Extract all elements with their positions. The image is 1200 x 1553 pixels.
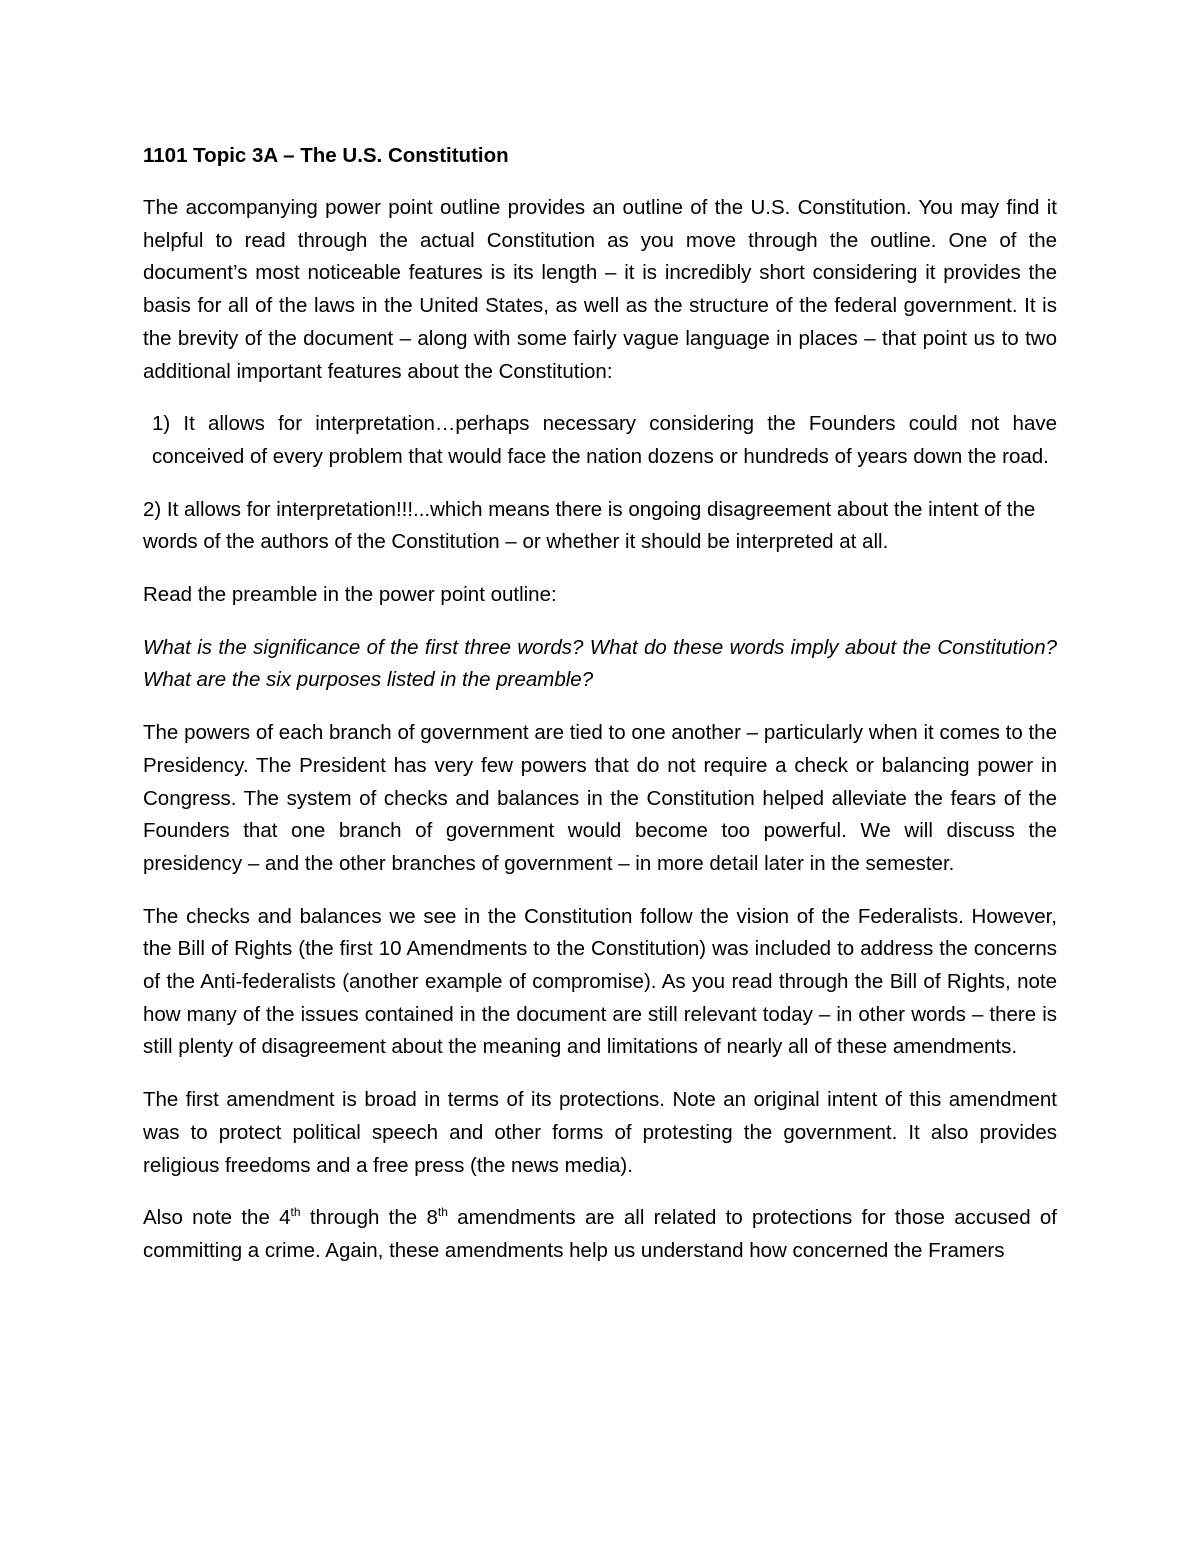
paragraph-branch-powers: The powers of each branch of government are tied to one another – particularly when it comes to the Presidency. The President has very few powers that do not require a check or balancing power in Congress. The system of checks and balances in the Constitution helped alleviate the fears of the Founders that one branch of government would become too powerful. We will discuss the presidency – and the other branches of government – in more detail later in the semester. xyxy=(143,721,1057,875)
paragraph-intro: The accompanying power point outline provides an outline of the U.S. Constitution. You may find it helpful to read through the actual Constitution as you move through the outline. One of the document’s most noticeable features is its length – it is incredibly short considering it provides the basis for all of the laws in the United States, as well as the structure of the federal government. It is the brevity of the document – along with some fairly vague language in places – that point us to two additional important features about the Constitution: xyxy=(143,196,1057,383)
paragraph-accused-protections xyxy=(143,1202,1057,1267)
paragraph-point-2: 2) It allows for interpretation!!!...which means there is ongoing disagreement about the intent of the words of the authors of the Constitution – or whether it should be interpreted at all. xyxy=(143,497,1036,554)
document-page xyxy=(143,140,1057,1288)
paragraph-checks-balances: The checks and balances we see in the Constitution follow the vision of the Federalists. However, the Bill of Rights (the first 10 Amendments to the Constitution) was included to address the concerns of the Anti-federalists (another example of compromise). As you read through the Bill of Rights, note how many of the issues contained in the document are still relevant today – in other words – there is still plenty of disagreement about the meaning and limitations of nearly all of these amendments. xyxy=(143,904,1057,1059)
document-title: 1101 Topic 3A – The U.S. Constitution xyxy=(143,144,509,167)
superscript-th-1: th xyxy=(290,1205,301,1220)
paragraph-preamble-instruction: Read the preamble in the power point outline: xyxy=(143,583,557,607)
paragraph-preamble-questions: What is the significance of the first three words? What do these words imply about the Constitution? What are the six purposes listed in the preamble? xyxy=(143,635,1057,692)
also-text-part-3: amendments are all related to protections for those accused of committing a crime. Again, these amendments help us understand how concerned the Framers xyxy=(143,1206,1057,1262)
superscript-th-2: th xyxy=(437,1205,448,1220)
paragraph-point-1: 1) It allows for interpretation…perhaps necessary considering the Founders could not have conceived of every problem that would face the nation dozens or hundreds of years down the road. xyxy=(152,412,1057,468)
also-text-part-2: through the 8 xyxy=(300,1206,438,1230)
also-text-part-1: Also note the 4 xyxy=(143,1206,291,1230)
paragraph-first-amendment: The first amendment is broad in terms of its protections. Note an original intent of this amendment was to protect political speech and other forms of protesting the government. It also provides religious freedoms and a free press (the news media). xyxy=(143,1088,1057,1177)
